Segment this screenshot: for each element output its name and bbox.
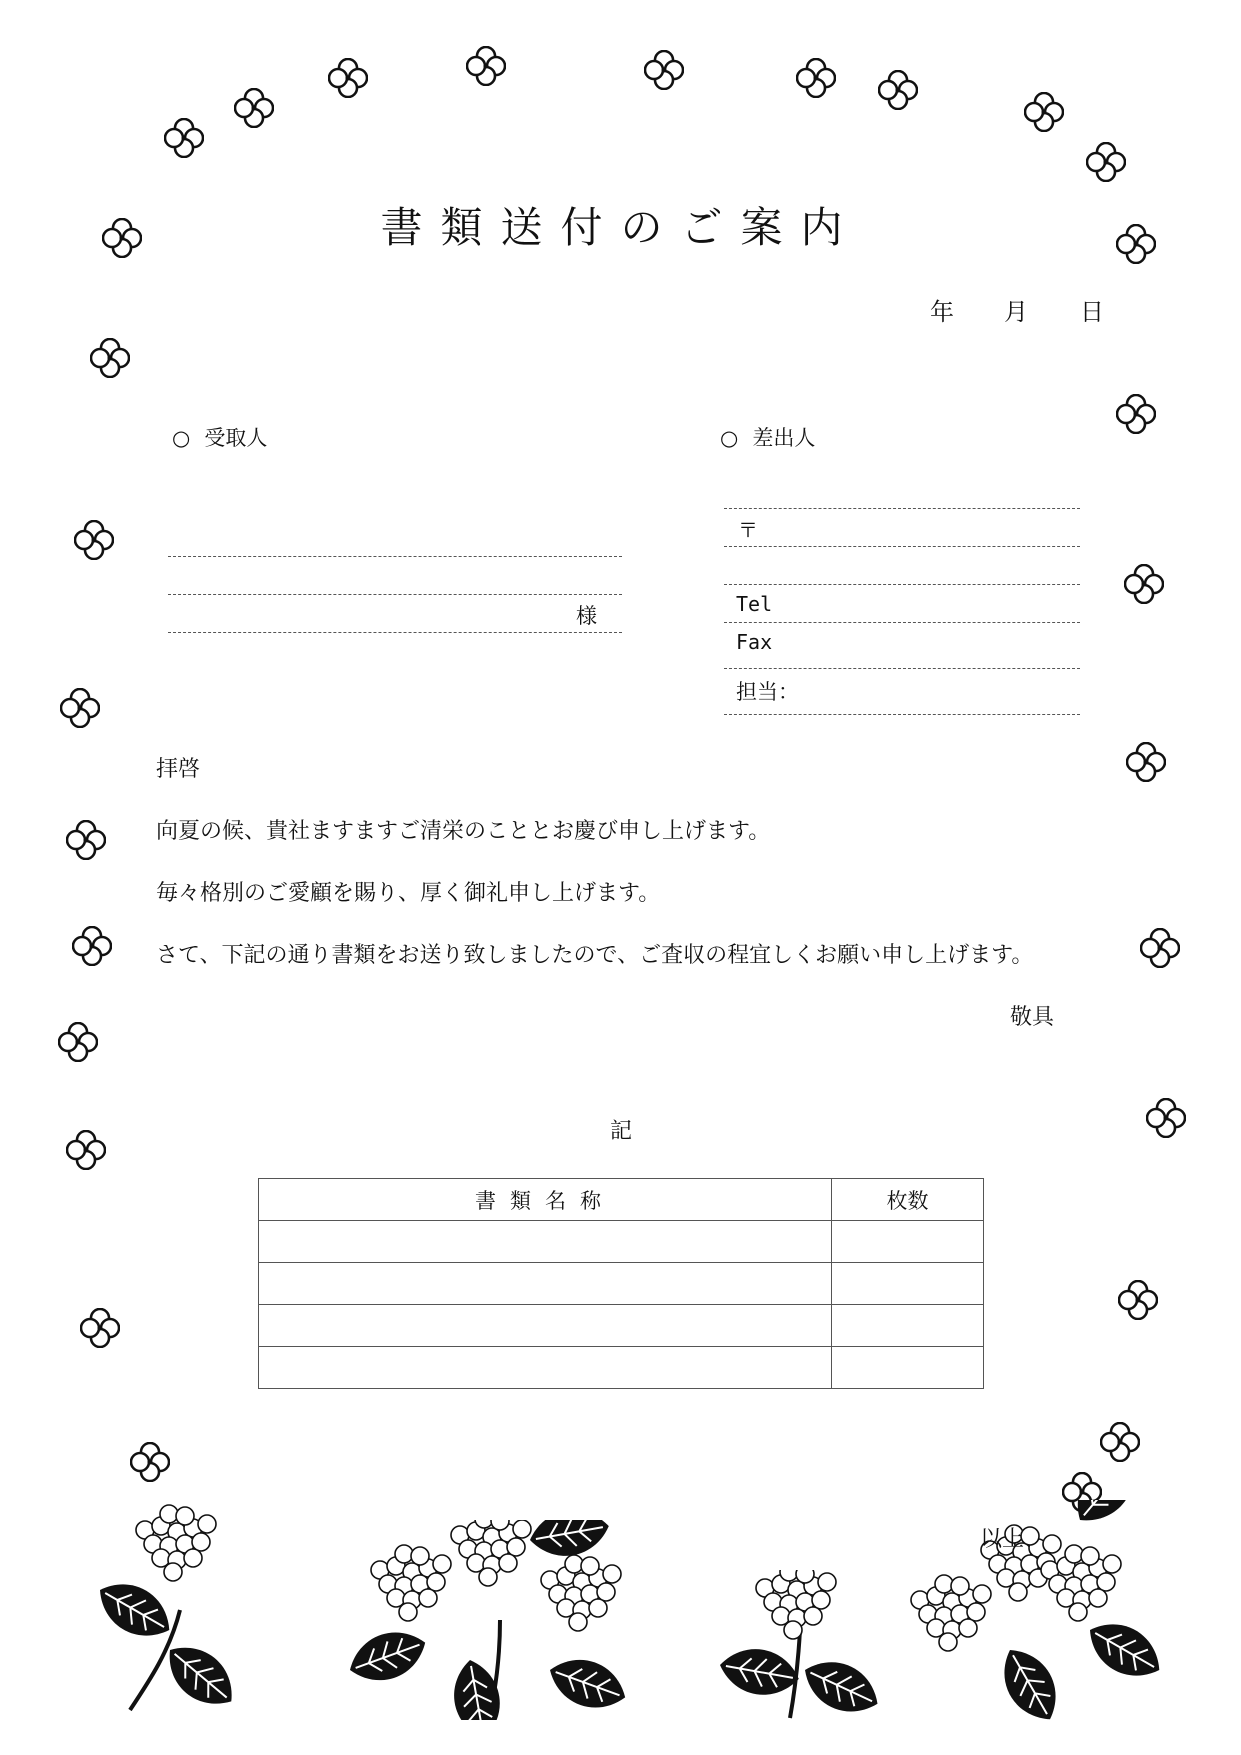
table-header-row	[259, 1179, 984, 1221]
letter-line-3: さて、下記の通り書類をお送り致しましたので、ご査収の程宜しくお願い申し上げます。	[156, 943, 1034, 968]
recipient-line	[168, 556, 622, 557]
documents-table	[258, 1178, 984, 1389]
hydrangea-flower-icon	[66, 820, 106, 860]
recipient-honorific: 様	[576, 604, 597, 628]
hydrangea-flower-icon	[60, 688, 100, 728]
recipient-label: ○ 受取人	[172, 426, 268, 450]
hydrangea-flower-icon	[1024, 92, 1064, 132]
hydrangea-flower-icon	[130, 1442, 170, 1482]
letter-line-2: 毎々格別のご愛顧を賜り、厚く御礼申し上げます。	[156, 881, 661, 906]
sender-tel: Tel	[736, 592, 773, 616]
letter-closing: 敬具	[1010, 1005, 1055, 1030]
hydrangea-flower-icon	[1118, 1280, 1158, 1320]
letter-opening: 拝啓	[156, 757, 201, 782]
column-header-count: 枚数	[832, 1179, 984, 1221]
table-row	[259, 1347, 984, 1389]
circle-bullet-icon: ○	[720, 426, 739, 450]
table-cell[interactable]	[259, 1263, 832, 1305]
letter-line-1: 向夏の候、貴社ますますご清栄のこととお慶び申し上げます。	[156, 819, 771, 844]
sender-line	[724, 508, 1080, 509]
ki-heading: 記	[610, 1119, 633, 1144]
hydrangea-flower-icon	[1140, 928, 1180, 968]
table-cell[interactable]	[832, 1347, 984, 1389]
sender-line	[724, 714, 1080, 715]
date-year: 年	[930, 298, 954, 326]
table-cell[interactable]	[832, 1221, 984, 1263]
hydrangea-flower-icon	[796, 58, 836, 98]
sender-line	[724, 622, 1080, 623]
table-cell[interactable]	[259, 1305, 832, 1347]
page-title: 書類送付のご案内	[380, 203, 861, 252]
table-cell[interactable]	[259, 1221, 832, 1263]
table-row	[259, 1221, 984, 1263]
sender-line	[724, 584, 1080, 585]
ending-mark: 以上	[980, 1527, 1025, 1552]
hydrangea-flower-icon	[80, 1308, 120, 1348]
hydrangea-flower-icon	[90, 338, 130, 378]
table-cell[interactable]	[259, 1347, 832, 1389]
hydrangea-bush-icon	[710, 1570, 890, 1720]
table-row	[259, 1305, 984, 1347]
sender-postal: 〒	[738, 518, 758, 542]
hydrangea-flower-icon	[1124, 564, 1164, 604]
table-row	[259, 1263, 984, 1305]
hydrangea-bush-icon	[350, 1520, 670, 1720]
table-cell[interactable]	[832, 1305, 984, 1347]
sender-line	[724, 546, 1080, 547]
column-header-name: 書類名称	[259, 1179, 832, 1221]
recipient-line	[168, 632, 622, 633]
hydrangea-flower-icon	[466, 46, 506, 86]
sender-label: ○ 差出人	[720, 426, 816, 450]
hydrangea-flower-icon	[1100, 1422, 1140, 1462]
hydrangea-flower-icon	[644, 50, 684, 90]
hydrangea-flower-icon	[72, 926, 112, 966]
hydrangea-flower-icon	[74, 520, 114, 560]
sender-contact: 担当：	[736, 680, 799, 704]
hydrangea-bush-icon	[900, 1500, 1170, 1720]
hydrangea-flower-icon	[878, 70, 918, 110]
date-month: 月	[1004, 298, 1028, 326]
hydrangea-flower-icon	[164, 118, 204, 158]
hydrangea-flower-icon	[58, 1022, 98, 1062]
hydrangea-flower-icon	[234, 88, 274, 128]
date-day: 日	[1080, 298, 1104, 326]
hydrangea-flower-icon	[328, 58, 368, 98]
hydrangea-flower-icon	[1086, 142, 1126, 182]
sender-fax: Fax	[736, 630, 773, 654]
hydrangea-flower-icon	[1126, 742, 1166, 782]
circle-bullet-icon: ○	[172, 426, 191, 450]
hydrangea-flower-icon	[1146, 1098, 1186, 1138]
sender-line	[724, 668, 1080, 669]
hydrangea-flower-icon	[1116, 394, 1156, 434]
table-cell[interactable]	[832, 1263, 984, 1305]
hydrangea-bush-icon	[60, 1500, 280, 1720]
recipient-line	[168, 594, 622, 595]
hydrangea-flower-icon	[66, 1130, 106, 1170]
